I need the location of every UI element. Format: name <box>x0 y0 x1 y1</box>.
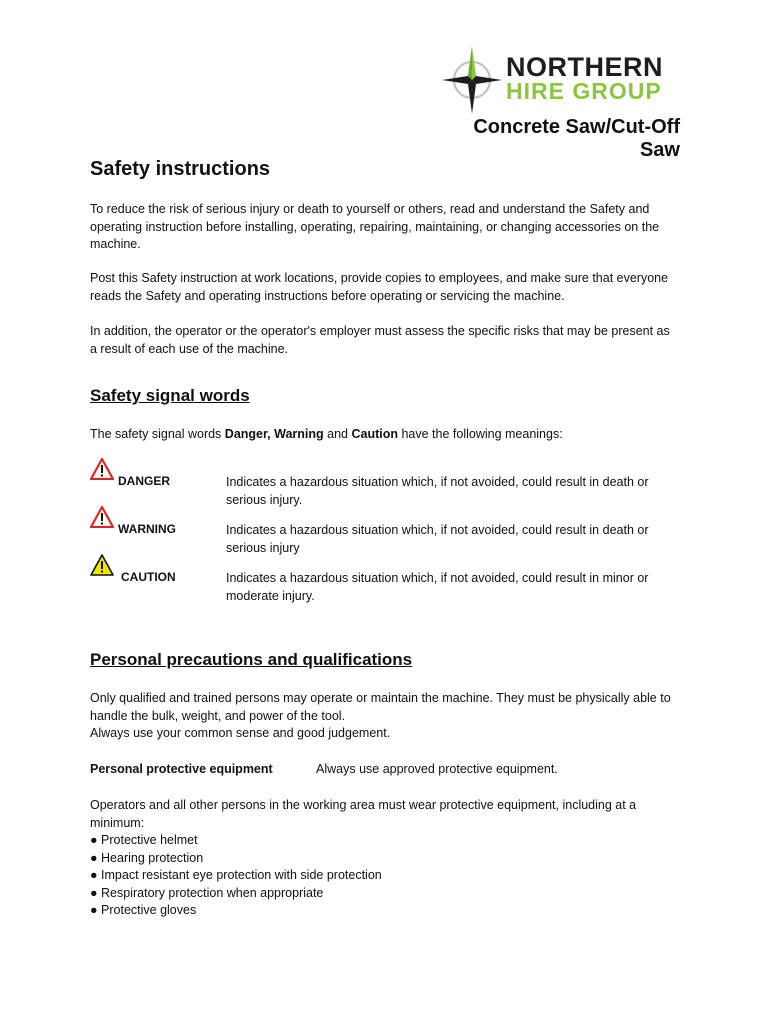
signal-desc-caution: Indicates a hazardous situation which, if not avoided, could result in minor or moderate injury. <box>226 571 649 603</box>
signal-row-warning <box>90 514 680 558</box>
red-warning-triangle-icon <box>90 458 114 480</box>
signal-row-caution <box>90 562 680 606</box>
ppe-list <box>90 832 382 920</box>
list-item: ● Impact resistant eye protection with side protection <box>90 867 382 885</box>
red-warning-triangle-icon <box>90 506 114 528</box>
compass-star-icon <box>440 44 504 116</box>
logo-line-hire-group: HIRE GROUP <box>506 78 662 104</box>
signal-row-danger <box>90 466 680 510</box>
document-title: Concrete Saw/Cut-Off Saw <box>473 116 680 161</box>
signal-words-heading: Safety signal words <box>90 386 250 405</box>
ppe-value: Always use approved protective equipment. <box>316 762 558 776</box>
precautions-paragraph-1: Only qualified and trained persons may operate or maintain the machine. They must be physically able to handle the bulk, weight, and power of the tool. <box>90 691 671 723</box>
safety-paragraph-3: In addition, the operator or the operator's employer must assess the specific risks that may be present as a result of each use of the machine. <box>90 324 670 356</box>
list-item: ● Hearing protection <box>90 850 382 868</box>
signal-desc-danger: Indicates a hazardous situation which, if not avoided, could result in death or serious injury. <box>226 475 649 507</box>
list-item: ● Protective helmet <box>90 832 382 850</box>
signal-word-caution: CAUTION <box>121 570 176 584</box>
safety-paragraph-2: Post this Safety instruction at work locations, provide copies to employees, and make sure that everyone reads the Safety and operating instructions before operating or servicing the machine. <box>90 271 669 303</box>
safety-paragraph-1: To reduce the risk of serious injury or death to yourself or others, read and understand the Safety and operating instruction before installing, operating, repairing, maintaining, or changing accessories on the machine. <box>90 202 660 251</box>
safety-instructions-heading: Safety instructions <box>90 158 271 180</box>
northern-hire-group-logo <box>440 44 680 116</box>
signal-word-warning: WARNING <box>118 522 176 536</box>
list-item: ● Respiratory protection when appropriate <box>90 885 382 903</box>
list-item: ● Protective gloves <box>90 902 382 920</box>
yellow-warning-triangle-icon <box>90 554 114 576</box>
signal-desc-warning: Indicates a hazardous situation which, if not avoided, could result in death or serious injury <box>226 523 649 555</box>
precautions-heading: Personal precautions and qualifications <box>90 650 413 669</box>
precautions-paragraph-2: Always use your common sense and good judgement. <box>90 726 391 740</box>
ppe-intro: Operators and all other persons in the working area must wear protective equipment, including at a minimum: <box>90 798 637 830</box>
signal-words-intro: The safety signal words Danger, Warning and Caution have the following meanings: <box>90 427 563 441</box>
logo-line-northern: NORTHERN <box>506 52 663 82</box>
ppe-label: Personal protective equipment <box>90 762 273 776</box>
signal-word-danger: DANGER <box>118 474 171 488</box>
